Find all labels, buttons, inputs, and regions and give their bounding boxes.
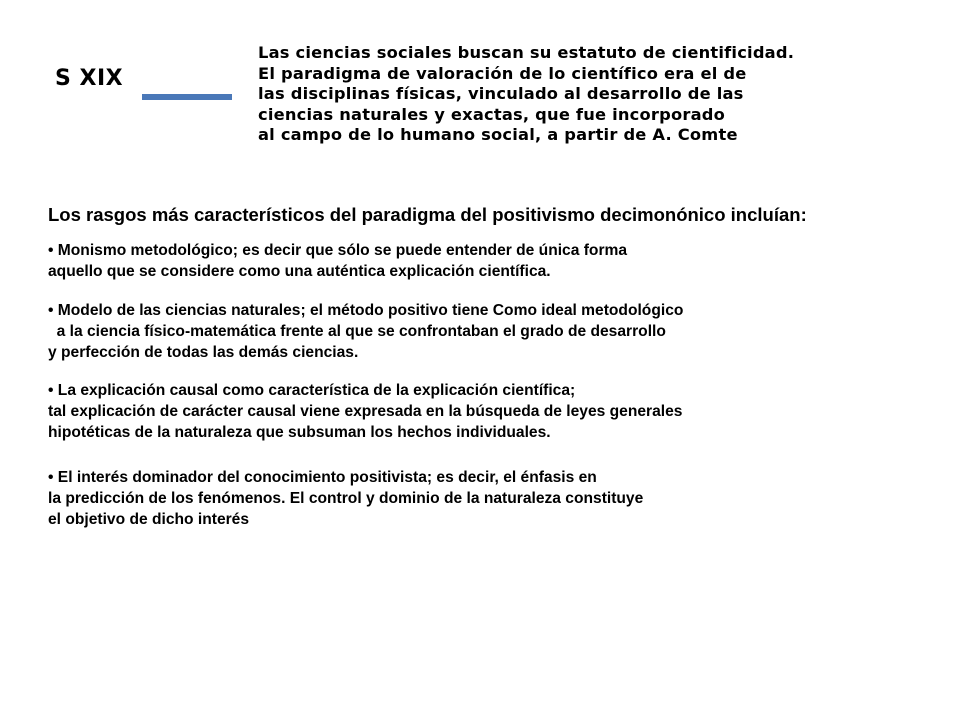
bullet-line: la predicción de los fenómenos. El control y dominio de la naturaleza constituye <box>48 490 644 507</box>
bullet-line: a la ciencia físico-matemática frente al que se confrontaban el grado de desarrollo <box>48 323 666 340</box>
bullet-item <box>48 240 948 282</box>
bullet-item <box>48 300 948 363</box>
intro-line: El paradigma de valoración de lo científico era el de <box>258 63 747 83</box>
bullet-item <box>48 467 948 530</box>
bullet-line: tal explicación de carácter causal viene expresada en la búsqueda de leyes generales <box>48 403 683 420</box>
section-heading: Los rasgos más característicos del paradigma del positivismo decimonónico incluían: <box>48 204 807 225</box>
intro-line: al campo de lo humano social, a partir de A. Comte <box>258 125 738 144</box>
accent-bar <box>142 94 232 100</box>
intro-line: ciencias naturales y exactas, que fue incorporado <box>258 104 726 124</box>
intro-line: Las ciencias sociales buscan su estatuto de cientificidad. <box>258 43 795 62</box>
bullet-line: y perfección de todas las demás ciencias. <box>48 344 359 361</box>
bullet-line: • El interés dominador del conocimiento positivista; es decir, el énfasis en <box>48 469 597 486</box>
intro-paragraph <box>258 43 938 146</box>
intro-line: las disciplinas físicas, vinculado al desarrollo de las <box>258 84 744 103</box>
bullet-line: hipotéticas de la naturaleza que subsuman los hechos individuales. <box>48 424 551 441</box>
bullet-line: aquello que se considere como una auténtica explicación científica. <box>48 263 551 280</box>
bullet-line: el objetivo de dicho interés <box>48 511 250 528</box>
bullet-line: • La explicación causal como característica de la explicación científica; <box>48 382 576 399</box>
bullet-line: • Modelo de las ciencias naturales; el método positivo tiene Como ideal metodológico <box>48 302 684 319</box>
bullet-item <box>48 380 948 443</box>
century-label: S XIX <box>55 66 124 91</box>
bullet-line: • Monismo metodológico; es decir que sólo se puede entender de única forma <box>48 242 628 259</box>
